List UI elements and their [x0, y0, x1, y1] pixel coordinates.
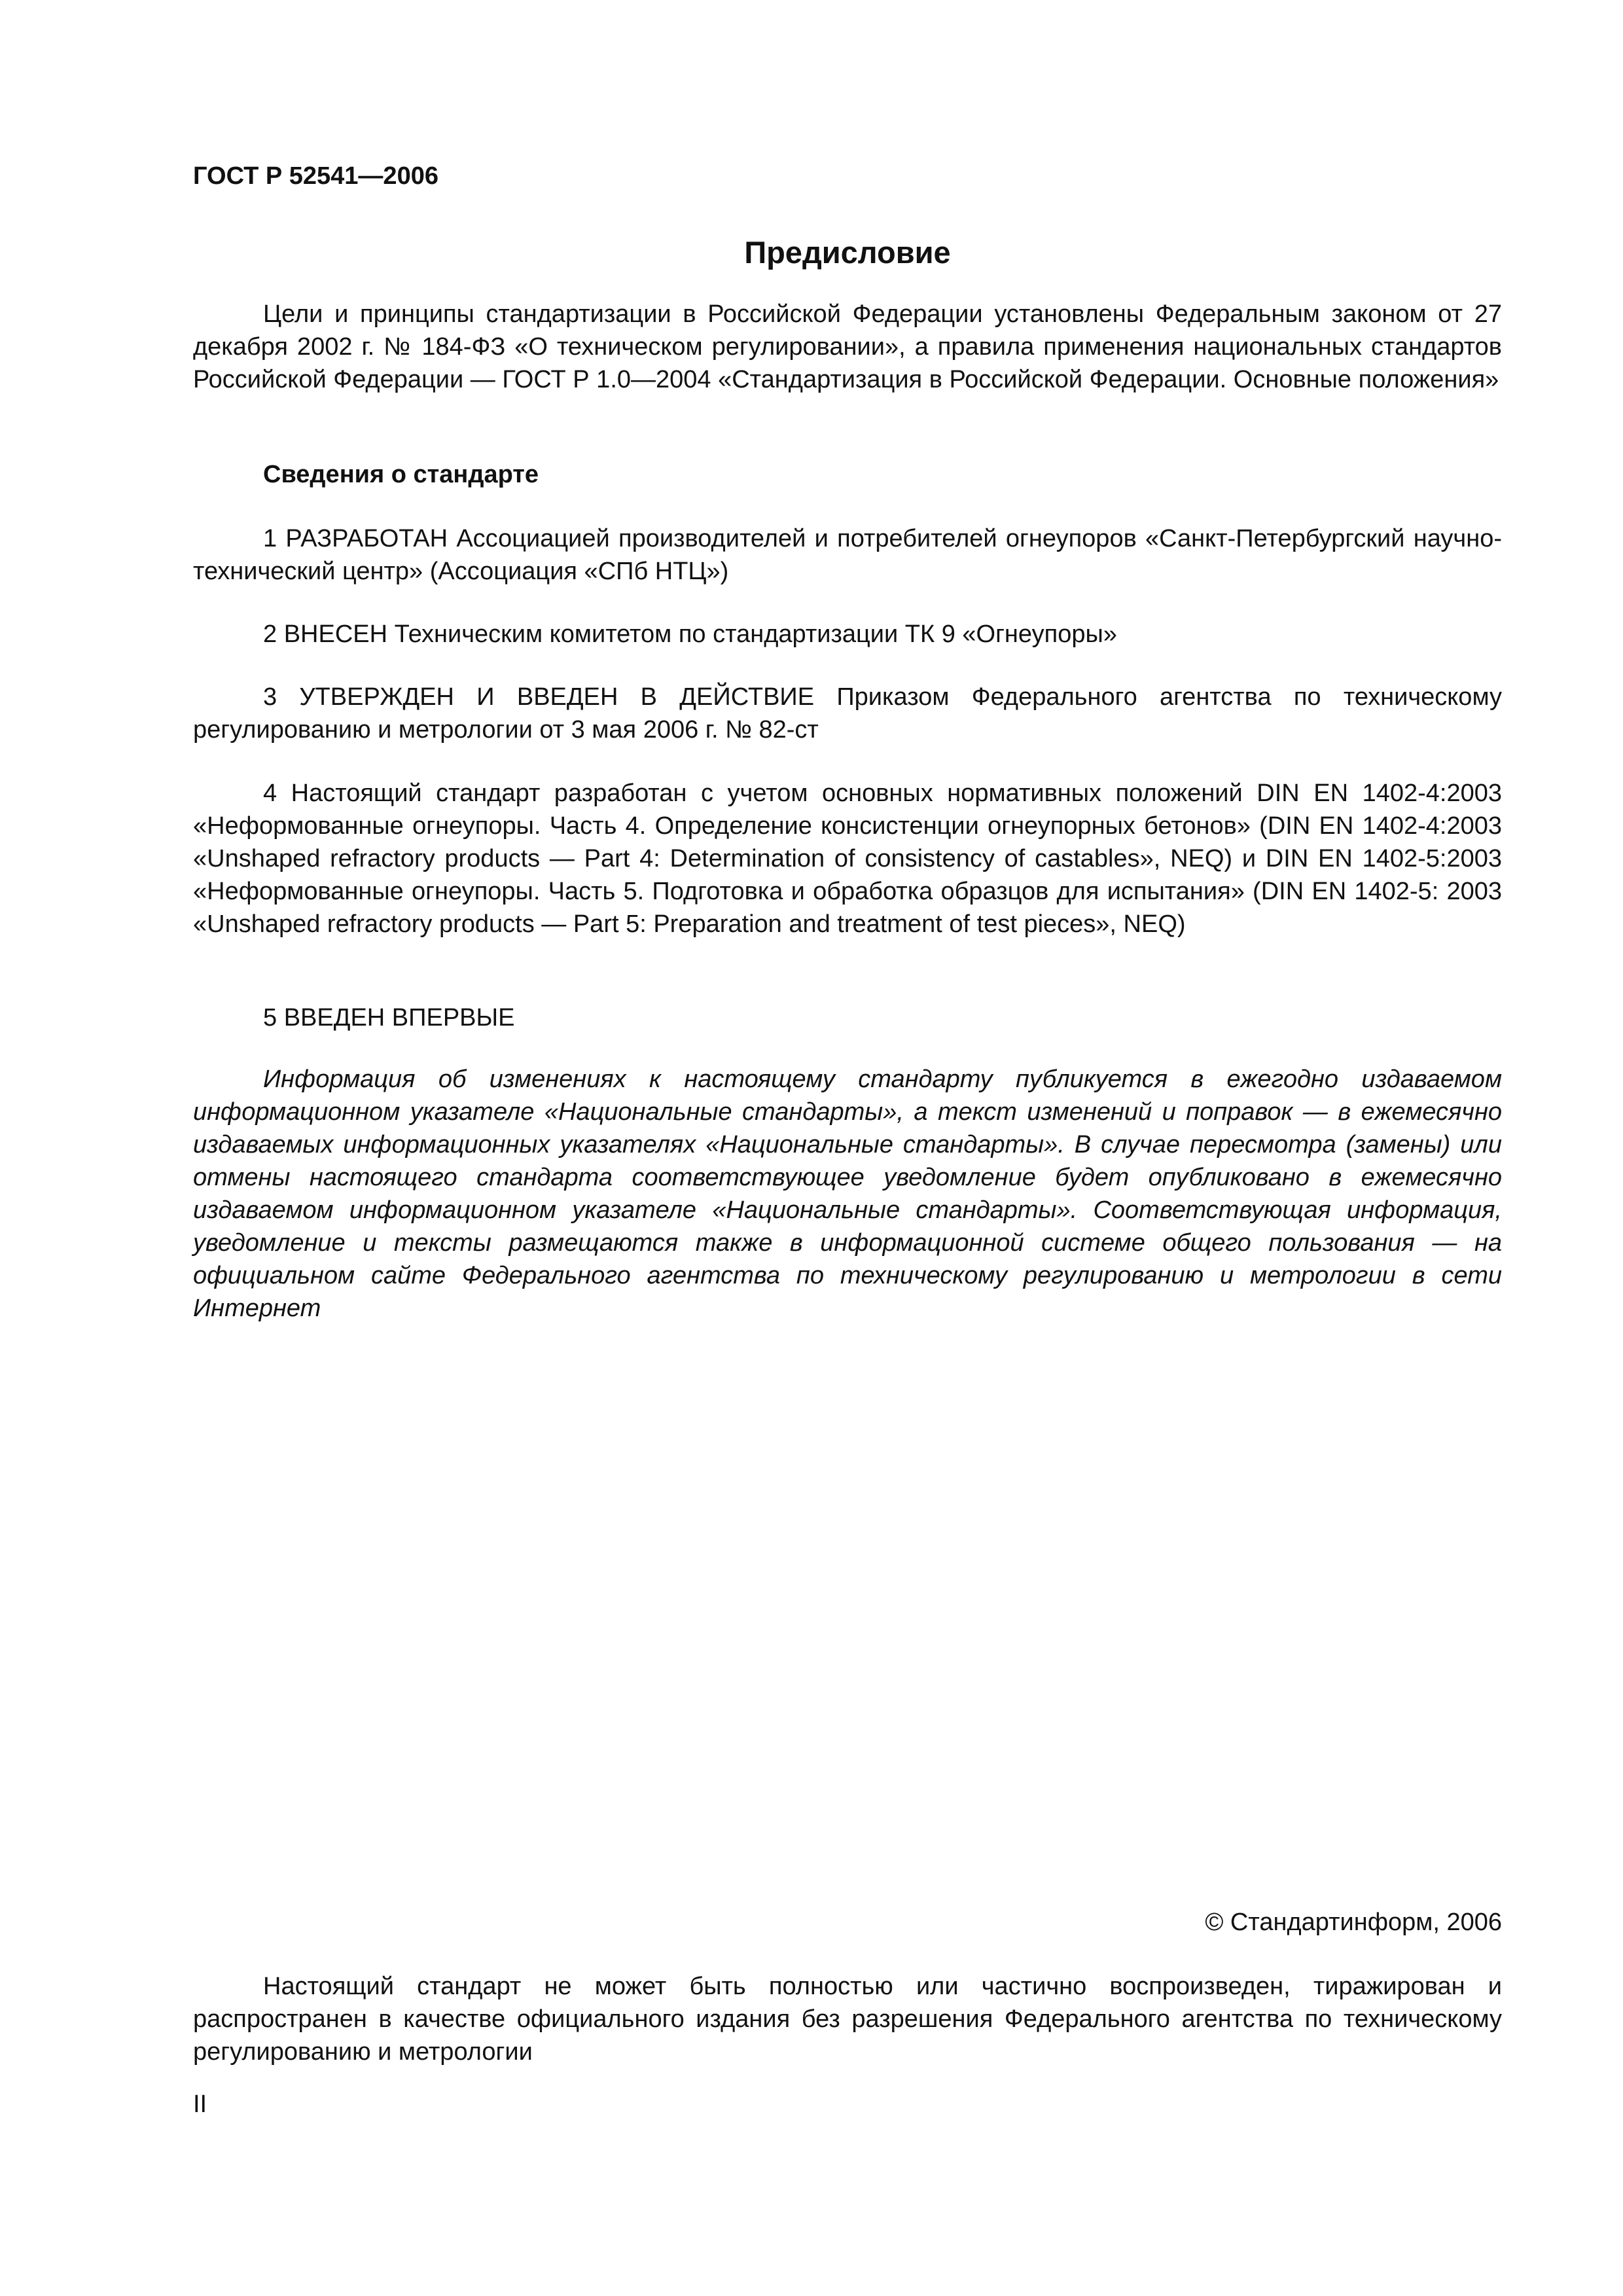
page-title: Предисловие	[744, 235, 951, 270]
page-number: II	[193, 2090, 207, 2118]
change-notice: Информация об изменениях к настоящему стандарту публикуется в ежегодно издаваемом информационном указателе «Национальные стандарты», а текст изменений и поправок — в ежемесячно издаваемых информационных указателях «Национальные стандарты». В случае пересмотра (замены) или отмены настоящего стандарта соответствующее уведомление будет опубликовано в ежемесячно издаваемом информационном указателе «Национальные стандарты». Соответствующая информация, уведомление и тексты размещаются также в информационной системе общего пользования — на официальном сайте Федерального агентства по техническому регулированию и метрологии в сети Интернет	[193, 1066, 1502, 1322]
reproduction-notice: Настоящий стандарт не может быть полностью или частично воспроизведен, тиражирован и распространен в качестве официального издания без разрешения Федерального агентства по техническому регулированию и метрологии	[193, 1973, 1502, 2066]
document-code: ГОСТ Р 52541—2006	[193, 162, 438, 190]
info-item-1: 1 РАЗРАБОТАН Ассоциацией производителей и потребителей огнеупоров «Санкт-Петербургский научно-технический центр» (Ассоциация «СПб НТЦ»)	[193, 525, 1502, 585]
info-item-2: 2 ВНЕСЕН Техническим комитетом по стандартизации ТК 9 «Огнеупоры»	[263, 620, 1117, 648]
standard-info-heading: Сведения о стандарте	[263, 461, 539, 488]
info-item-3: 3 УТВЕРЖДЕН И ВВЕДЕН В ДЕЙСТВИЕ Приказом Федерального агентства по техническому регулированию и метрологии от 3 мая 2006 г. № 82-ст	[193, 683, 1502, 744]
info-item-5: 5 ВВЕДЕН ВПЕРВЫЕ	[263, 1004, 515, 1031]
intro-paragraph: Цели и принципы стандартизации в Российской Федерации установлены Федеральным законом от 27 декабря 2002 г. № 184-ФЗ «О техническом регулировании», а правила применения национальных стандартов Российской Федерации — ГОСТ Р 1.0—2004 «Стандартизация в Российской Федерации. Основные положения»	[193, 300, 1502, 393]
info-item-4: 4 Настоящий стандарт разработан с учетом основных нормативных положений DIN EN 1402-4:2003 «Неформованные огнеупоры. Часть 4. Определение консистенции огнеупорных бетонов» (DIN EN 1402-4:2003 «Unshaped refractory products — Part 4: Determination of consistency of castables», NEQ) и DIN EN 1402-5:2003 «Неформованные огнеупоры. Часть 5. Подготовка и обработка образцов для испытания» (DIN EN 1402-5: 2003 «Unshaped refractory products — Part 5: Preparation and treatment of test pieces», NEQ)	[193, 780, 1502, 938]
copyright-line: © Стандартинформ, 2006	[1205, 1909, 1502, 1936]
